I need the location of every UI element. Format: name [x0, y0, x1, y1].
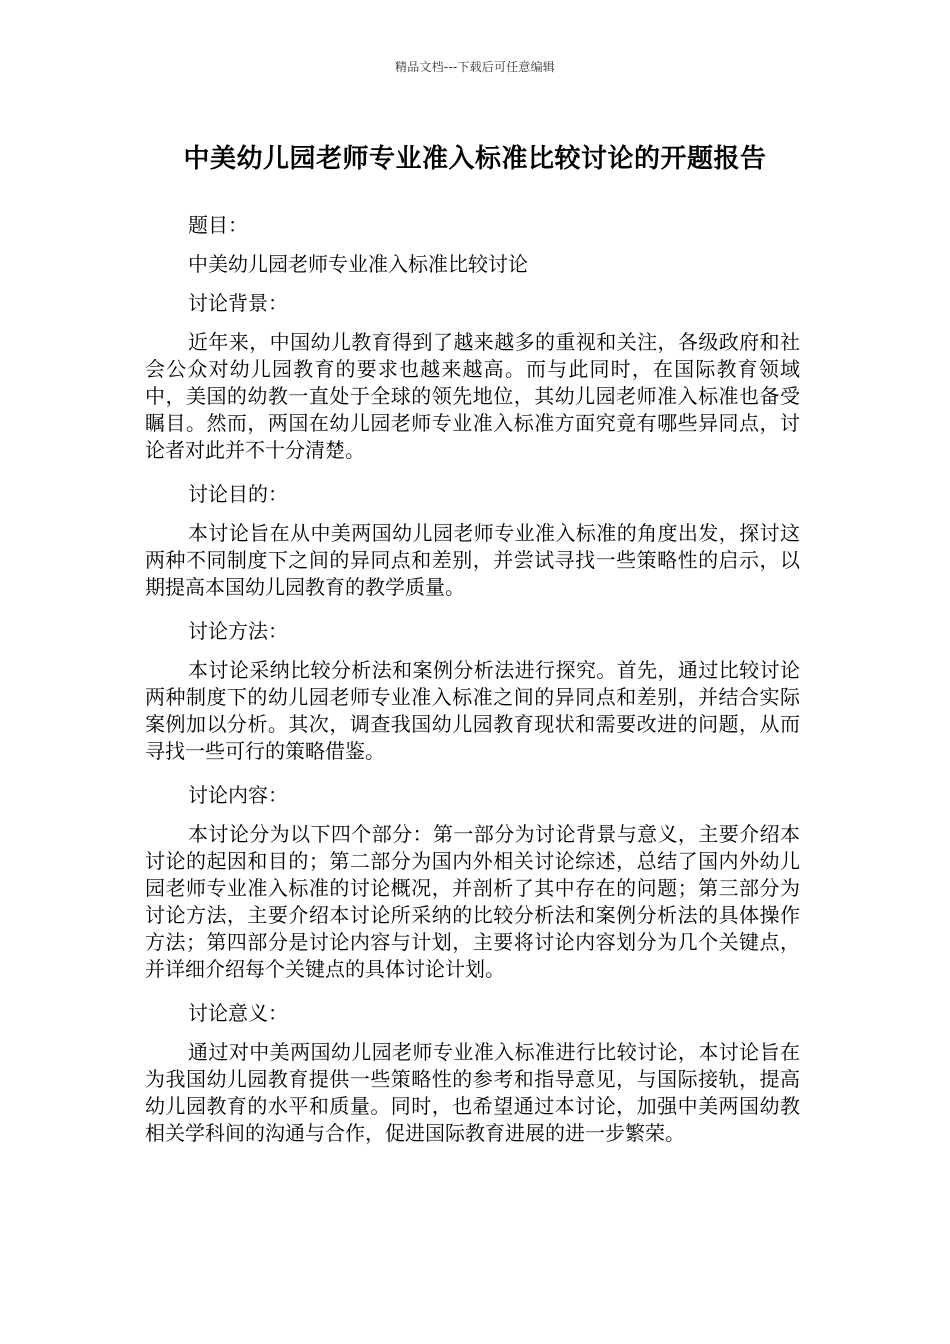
document-title: 中美幼儿园老师专业准入标准比较讨论的开题报告: [183, 144, 767, 174]
header-note: 精品文档---下载后可任意编辑: [395, 60, 555, 74]
method-paragraph: 本讨论采纳比较分析法和案例分析法进行探究。首先，通过比较讨论两种制度下的幼儿园老师专业准入标准之间的异同点和差别，并结合实际案例加以分析。其次，调查我国幼儿园教育现状和需要改进的问题，从而寻找一些可行的策略借鉴。: [145, 658, 800, 763]
purpose-paragraph: 本讨论旨在从中美两国幼儿园老师专业准入标准的角度出发，探讨这两种不同制度下之间的异同点和差别，并尝试寻找一些策略性的启示，以期提高本国幼儿园教育的教学质量。: [145, 521, 800, 599]
content-paragraph: 本讨论分为以下四个部分：第一部分为讨论背景与意义，主要介绍本讨论的起因和目的；第二部分为国内外相关讨论综述，总结了国内外幼儿园老师专业准入标准的讨论概况，并剖析了其中存在的问题；第三部分为讨论方法，主要介绍本讨论所采纳的比较分析法和案例分析法的具体操作方法；第四部分是讨论内容与计划，主要将讨论内容划分为几个关键点，并详细介绍每个关键点的具体讨论计划。: [145, 822, 800, 981]
label-content: 讨论内容：: [188, 783, 288, 807]
label-background: 讨论背景：: [188, 291, 288, 315]
background-paragraph: 近年来，中国幼儿教育得到了越来越多的重视和关注，各级政府和社会公众对幼儿园教育的要求也越来越高。而与此同时，在国际教育领域中，美国的幼教一直处于全球的领先地位，其幼儿园老师准入标准也备受瞩目。然而，两国在幼儿园老师专业准入标准方面究竟有哪些异同点，讨论者对此并不十分清楚。: [145, 330, 800, 462]
document-body: [145, 212, 800, 1164]
label-topic: 题目：: [188, 213, 248, 237]
significance-paragraph: 通过对中美两国幼儿园老师专业准入标准进行比较讨论，本讨论旨在为我国幼儿园教育提供一些策略性的参考和指导意见，与国际接轨，提高幼儿园教育的水平和质量。同时，也希望通过本讨论，加强中美两国幼教相关学科间的沟通与合作，促进国际教育进展的进一步繁荣。: [145, 1040, 800, 1145]
label-purpose: 讨论目的：: [188, 482, 288, 506]
label-significance: 讨论意义：: [188, 1001, 288, 1025]
label-method: 讨论方法：: [188, 619, 288, 643]
topic-text: 中美幼儿园老师专业准入标准比较讨论: [188, 252, 528, 276]
